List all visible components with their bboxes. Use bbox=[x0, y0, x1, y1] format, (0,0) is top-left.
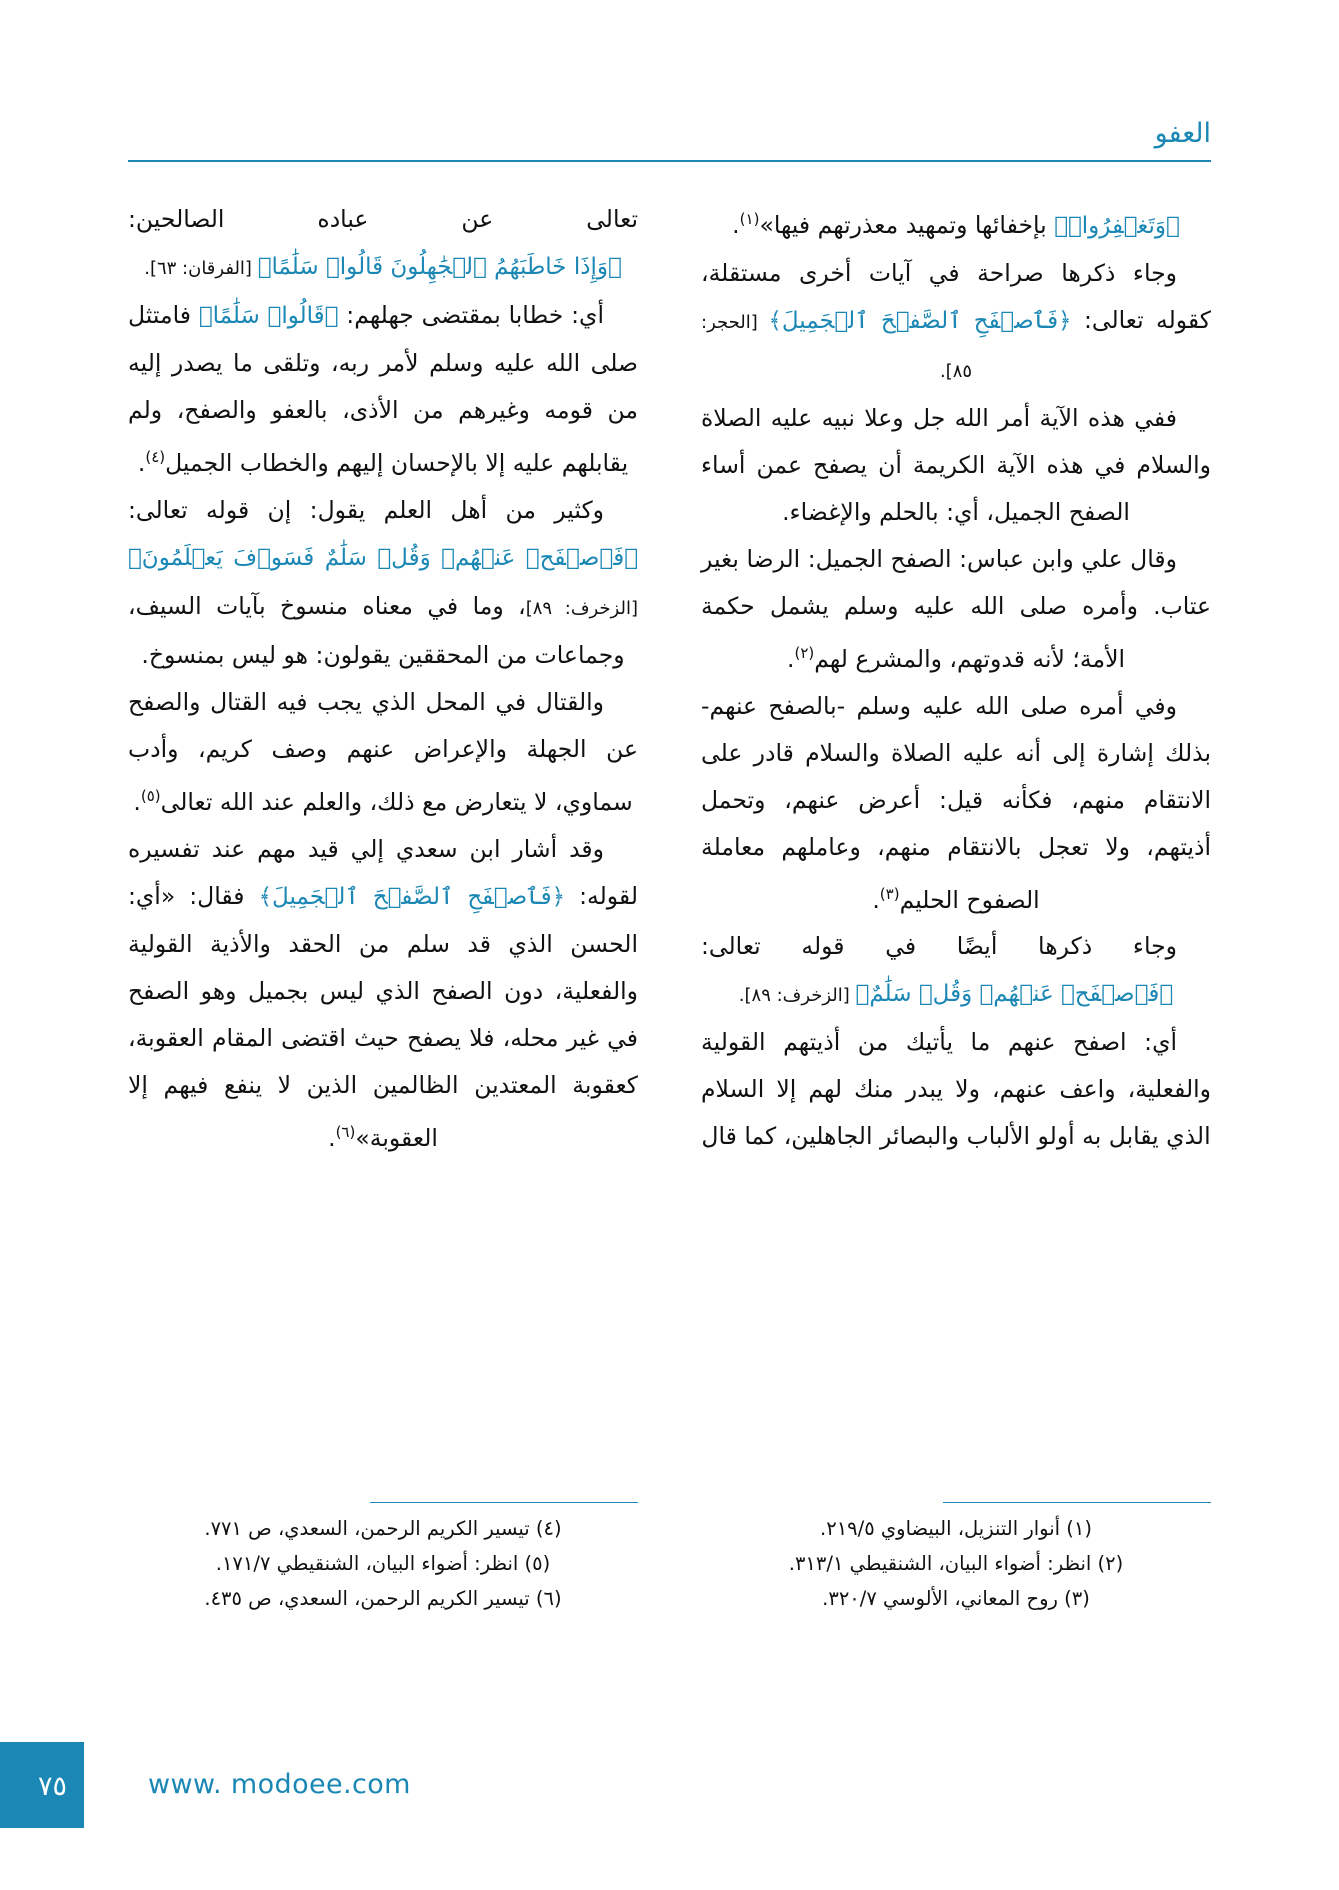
site-url[interactable]: www. modoee.com bbox=[148, 1769, 411, 1800]
text-run: . bbox=[732, 210, 740, 239]
paragraph bbox=[128, 826, 638, 1162]
column-right-text bbox=[701, 196, 1211, 1160]
column-right bbox=[701, 196, 1211, 1616]
column-left-text bbox=[128, 196, 638, 1161]
page-header bbox=[128, 118, 1211, 164]
paragraph bbox=[701, 1019, 1211, 1160]
paragraph bbox=[701, 923, 1211, 1019]
text-run: وجاء ذكرها أيضًا في قوله تعالى: bbox=[701, 932, 1177, 961]
footnote-entry: (١) أنوار التنزيل، البيضاوي ٢١٩/٥. bbox=[820, 1517, 1092, 1540]
column-left bbox=[128, 196, 638, 1616]
footnote-entry: (٤) تيسير الكريم الرحمن، السعدي، ص ٧٧١. bbox=[204, 1517, 562, 1540]
footnote-marker: (٣) bbox=[879, 884, 900, 903]
text-run: وجاء ذكرها صراحة في آيات أخرى مستقلة، كقوله تعالى: bbox=[701, 258, 1211, 334]
text-run: وقد أشار ابن سعدي إلي قيد مهم عند تفسيره لقوله: bbox=[128, 834, 638, 910]
text-run: ، وما في معناه منسوخ بآيات السيف، وجماعات من المحققين يقولون: هو ليس بمنسوخ. bbox=[128, 591, 625, 669]
footnote-entry: (٥) انظر: أضواء البيان، الشنقيطي ١٧١/٧. bbox=[215, 1552, 551, 1575]
paragraph bbox=[128, 679, 638, 826]
text-run: . bbox=[137, 448, 146, 477]
paragraph bbox=[128, 196, 638, 292]
page-title: العفو bbox=[1154, 118, 1211, 149]
quran-verse: ﴿فَٱصۡفَحِ ٱلصَّفۡحَ ٱلۡجَمِيلَ﴾ bbox=[258, 883, 566, 910]
paragraph bbox=[701, 250, 1211, 395]
page-number: ٧٥ bbox=[38, 1771, 68, 1802]
text-run: أي: اصفح عنهم ما يأتيك من أذيتهم القولية والفعلية، واعف عنهم، ولا يبدر منك لهم إلا السلام الذي يقابل به أولو الألباب والبصائر الجاهلين، كما قال bbox=[701, 1028, 1211, 1151]
verse-reference: [الزخرف: ٨٩]. bbox=[738, 985, 856, 1007]
paragraph bbox=[701, 683, 1211, 924]
text-run: فقال: «أي: الحسن الذي قد سلم من الحقد والأذية القولية والفعلية، دون الصفح الذي ليس بجميل وهو الصفح في غير محله، فلا يصفح حيث اقتضى المقام العقوبة، كعقوبة المعتدين الظالمين الذين لا ينفع فيهم إلا العقوبة» bbox=[128, 881, 638, 1152]
verse-reference: [الزخرف: ٨٩] bbox=[525, 597, 638, 619]
body-columns bbox=[128, 196, 1211, 1616]
text-run: أي: خطابا بمقتضى جهلهم: bbox=[338, 301, 604, 329]
quran-verse: ﴿قَالُوا۟ سَلَٰمًا﴾ bbox=[198, 303, 339, 329]
text-run: . bbox=[787, 644, 795, 673]
text-run: . bbox=[872, 885, 880, 914]
paragraph bbox=[701, 536, 1211, 683]
quran-verse: ﴿فَٱصۡفَحۡ عَنۡهُمۡ وَقُلۡ سَلَٰمٌ فَسَوۡفَ يَعۡلَمُونَ﴾ bbox=[128, 544, 638, 571]
text-run: فامتثل صلى الله عليه وسلم لأمر ربه، وتلقى ما يصدر إليه من قومه وغيرهم من الأذى، بالعفو والصفح، ولم يقابلهم عليه إلا بالإحسان إليهم والخطاب الجميل bbox=[128, 301, 638, 477]
quran-verse: ﴿فَٱصۡفَحۡ عَنۡهُمۡ وَقُلۡ سَلَٰمٌ﴾ bbox=[855, 981, 1174, 1008]
page-footer bbox=[0, 1740, 1339, 1890]
verse-reference: [الحجر: ٨٥]. bbox=[701, 311, 973, 382]
footnote-marker: (١) bbox=[739, 210, 760, 228]
text-run: . bbox=[328, 1123, 336, 1152]
quran-verse: ﴿فَٱصۡفَحِ ٱلصَّفۡحَ ٱلۡجَمِيلَ﴾ bbox=[768, 307, 1072, 334]
header-divider bbox=[128, 160, 1211, 162]
footnote-divider-left bbox=[370, 1502, 638, 1503]
text-run: بإخفائها وتمهيد معذرتهم فيها» bbox=[759, 210, 1055, 239]
footnote-marker: (٦) bbox=[335, 1122, 356, 1141]
paragraph bbox=[128, 292, 638, 487]
text-run: ففي هذه الآية أمر الله جل وعلا نبيه عليه الصلاة والسلام في هذه الآية الكريمة أن يصفح عمن أساء الصفح الجميل، أي: بالحلم والإغضاء. bbox=[701, 403, 1211, 526]
text-run: . bbox=[133, 787, 141, 816]
text-run: وفي أمره صلى الله عليه وسلم -بالصفح عنهم- بذلك إشارة إلى أنه عليه الصلاة والسلام قادر على الانتقام منهم، فكأنه قيل: أعرض عنهم، وتحمل أذيتهم، ولا تعجل بالانتقام منهم، وعاملهم معاملة الصفوح الحليم bbox=[701, 691, 1211, 914]
paragraph bbox=[701, 196, 1211, 250]
text-run: والقتال في المحل الذي يجب فيه القتال والصفح عن الجهلة والإعراض عنهم وصف كريم، وأدب سماوي، لا يتعارض مع ذلك، والعلم عند الله تعالى bbox=[128, 687, 638, 816]
footnote-divider-right bbox=[943, 1502, 1211, 1503]
footnote-marker: (٤) bbox=[145, 448, 166, 466]
paragraph bbox=[701, 395, 1211, 536]
footnotes-left bbox=[128, 1502, 638, 1616]
text-run: تعالى عن عباده الصالحين: bbox=[128, 205, 638, 233]
footnote-entry: (٢) انظر: أضواء البيان، الشنقيطي ٣١٣/١. bbox=[788, 1552, 1124, 1575]
footnote-entry: (٣) روح المعاني، الألوسي ٣٢٠/٧. bbox=[822, 1587, 1090, 1610]
paragraph bbox=[128, 487, 638, 679]
quran-verse: ﴿وَإِذَا خَاطَبَهُمُ ٱلۡجَٰهِلُونَ قَالُوا۟ سَلَٰمًا﴾ bbox=[257, 254, 622, 280]
quran-verse: ﴿وَتَغۡفِرُوا۟﴾ bbox=[1054, 212, 1180, 239]
text-run: وكثير من أهل العلم يقول: إن قوله تعالى: bbox=[128, 495, 604, 524]
text-run: وقال علي وابن عباس: الصفح الجميل: الرضا بغير عتاب. وأمره صلى الله عليه وسلم يشمل حكمة الأمة؛ لأنه قدوتهم، والمشرع لهم bbox=[701, 544, 1211, 673]
footnote-marker: (٥) bbox=[140, 786, 161, 805]
footnotes-right bbox=[701, 1502, 1211, 1616]
footnote-marker: (٢) bbox=[794, 643, 815, 662]
verse-reference: [الفرقان: ٦٣]. bbox=[144, 258, 258, 279]
footnote-entry: (٦) تيسير الكريم الرحمن، السعدي، ص ٤٣٥. bbox=[204, 1587, 562, 1610]
